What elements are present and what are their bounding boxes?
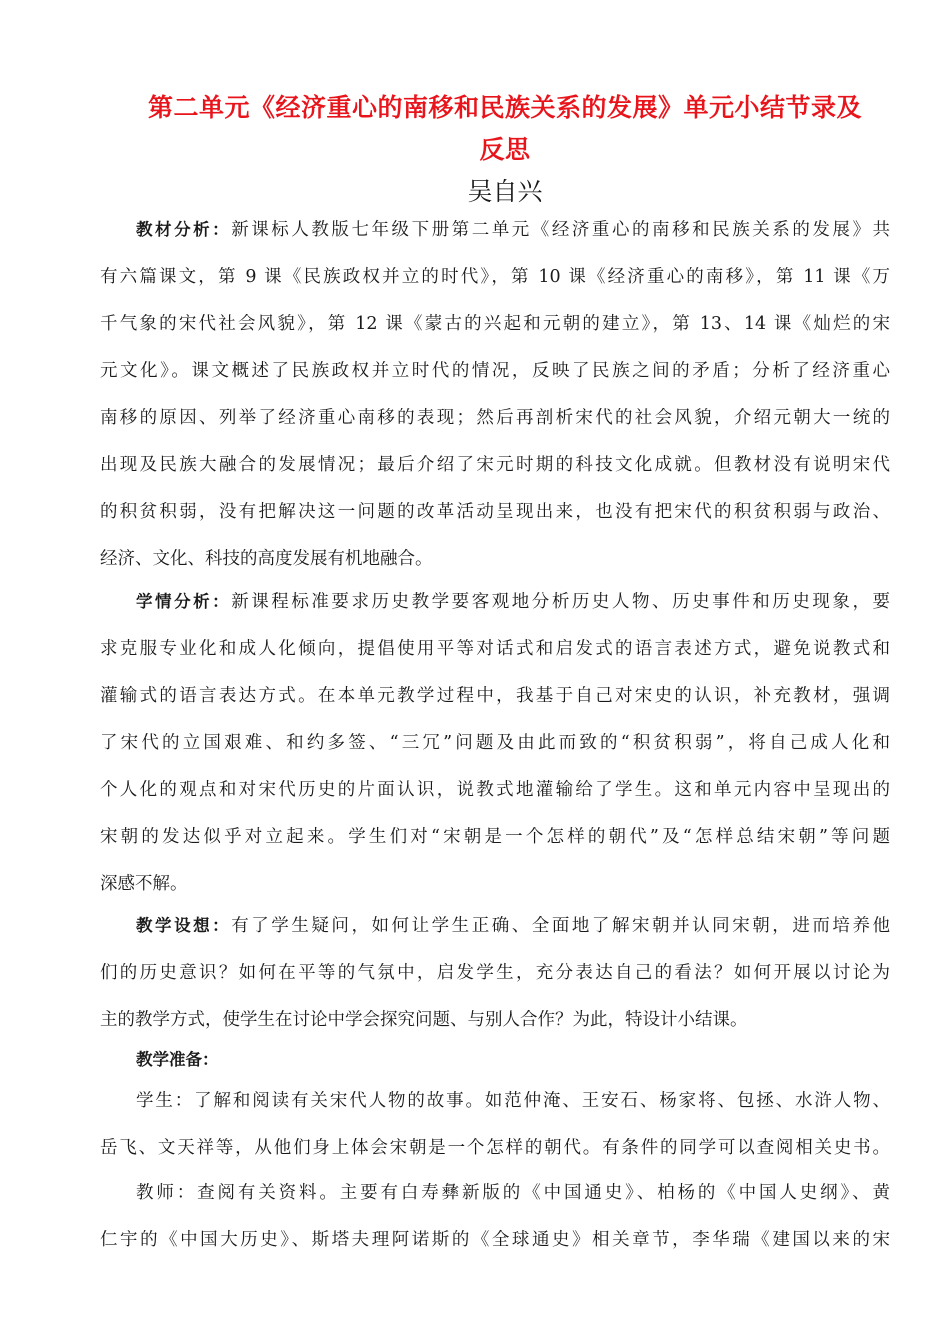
paragraph-line: 有六篇课文，第 9 课《民族政权并立的时代》，第 10 课《经济重心的南移》，第 11 课《万	[100, 267, 890, 287]
student-analysis-label: 学情分析：	[136, 592, 232, 611]
material-analysis-label: 教材分析：	[136, 220, 232, 239]
teaching-prep-label: 教学准备：	[136, 1050, 219, 1069]
material-analysis-text: 新课标人教版七年级下册第二单元《经济重心的南移和民族关系的发展》共	[231, 220, 890, 240]
paragraph-line: 了宋代的立国艰难、和约多签、“三冗”问题及由此而致的“积贫积弱”，将自己成人化和	[100, 733, 890, 753]
teaching-prep-heading	[136, 1046, 890, 1070]
student-analysis-text: 新课程标准要求历史教学要客观地分析历史人物、历史事件和历史现象，要	[231, 592, 890, 612]
paragraph-line: 元文化》。课文概述了民族政权并立时代的情况，反映了民族之间的矛盾；分析了经济重心	[100, 361, 890, 381]
paragraph-line: 们的历史意识？如何在平等的气氛中，启发学生，充分表达自己的看法？如何开展以讨论为	[100, 963, 890, 983]
material-analysis-paragraph-line	[136, 216, 890, 241]
prep-teacher-line: 教师：查阅有关资料。主要有白寿彝新版的《中国通史》、柏杨的《中国人史纲》、黄	[136, 1183, 890, 1203]
paragraph-line: 的积贫积弱，没有把解决这一问题的改革活动呈现出来，也没有把宋代的积贫积弱与政治、	[100, 502, 890, 522]
paragraph-line: 深感不解。	[100, 874, 188, 894]
paragraph-line: 南移的原因、列举了经济重心南移的表现；然后再剖析宋代的社会风貌，介绍元朝大一统的	[100, 408, 890, 428]
student-analysis-paragraph-line	[136, 588, 890, 613]
teaching-idea-label: 教学设想：	[136, 916, 232, 935]
teaching-idea-text: 有了学生疑问，如何让学生正确、全面地了解宋朝并认同宋朝，进而培养他	[231, 916, 890, 936]
paragraph-line: 求克服专业化和成人化倾向，提倡使用平等对话式和启发式的语言表述方式，避免说教式和	[100, 639, 890, 659]
paragraph-line: 宋朝的发达似乎对立起来。学生们对“宋朝是一个怎样的朝代”及“怎样总结宋朝”等问题	[100, 827, 890, 847]
paragraph-line: 岳飞、文天祥等，从他们身上体会宋朝是一个怎样的朝代。有条件的同学可以查阅相关史书。	[100, 1138, 890, 1158]
document-title-line-1: 第二单元《经济重心的南移和民族关系的发展》单元小结节录及	[147, 93, 862, 122]
author-name: 吴自兴	[467, 177, 543, 206]
paragraph-line: 主的教学方式，使学生在讨论中学会探究问题、与别人合作？为此，特设计小结课。	[100, 1010, 748, 1030]
paragraph-line: 出现及民族大融合的发展情况；最后介绍了宋元时期的科技文化成就。但教材没有说明宋代	[100, 455, 890, 475]
teaching-idea-paragraph-line	[136, 912, 890, 937]
prep-students-line: 学生：了解和阅读有关宋代人物的故事。如范仲淹、王安石、杨家将、包拯、水浒人物、	[136, 1091, 890, 1111]
paragraph-line: 灌输式的语言表达方式。在本单元教学过程中，我基于自己对宋史的认识，补充教材，强调	[100, 686, 890, 706]
paragraph-line: 仁宇的《中国大历史》、斯塔夫理阿诺斯的《全球通史》相关章节，李华瑞《建国以来的宋	[100, 1230, 890, 1250]
paragraph-line: 经济、文化、科技的高度发展有机地融合。	[100, 549, 433, 569]
paragraph-line: 千气象的宋代社会风貌》，第 12 课《蒙古的兴起和元朝的建立》，第 13、14 课《灿烂的宋	[100, 314, 890, 334]
document-title-line-2: 反思	[479, 135, 531, 164]
paragraph-line: 个人化的观点和对宋代历史的片面认识，说教式地灌输给了学生。这和单元内容中呈现出的	[100, 780, 890, 800]
